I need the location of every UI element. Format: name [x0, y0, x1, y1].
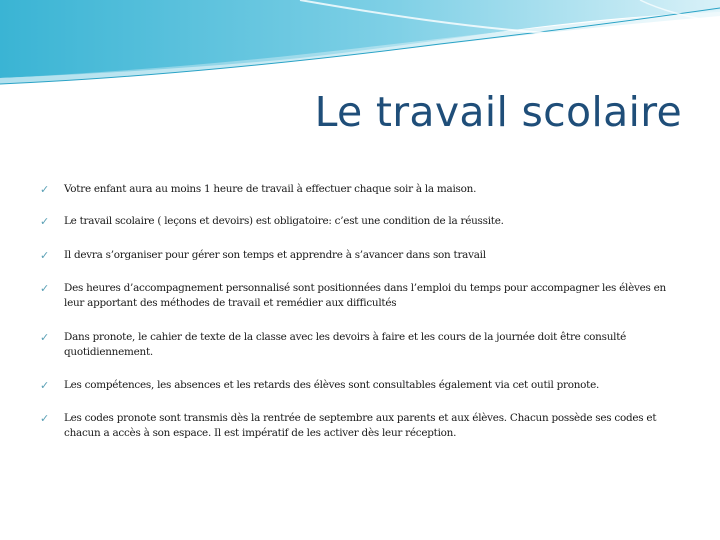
bullet-text: Des heures d’accompagnement personnalisé sont positionnées dans l’emploi du temps pour accompagner les élèves en leur apportant des méthodes de travail et remédier aux difficultés: [64, 282, 666, 309]
slide-title: Le travail scolaire: [314, 88, 682, 136]
bullet-text: Les compétences, les absences et les retards des élèves sont consultables également via cet outil pronote.: [64, 379, 600, 391]
bullet-item: [40, 182, 680, 197]
bullet-text: Les codes pronote sont transmis dès la rentrée de septembre aux parents et aux élèves. Chacun possède ses codes et chacun a accès à son espace. Il est impératif de les activer dès leur réception.: [64, 412, 657, 439]
checkmark-icon: ✓: [40, 249, 49, 262]
bullet-text: Dans pronote, le cahier de texte de la classe avec les devoirs à faire et les cours de la journée doit être consulté quotidiennement.: [64, 331, 627, 358]
bullet-item: [40, 214, 680, 229]
checkmark-icon: ✓: [40, 282, 49, 295]
wave-header-decoration: [0, 0, 720, 90]
bullet-item: [40, 281, 680, 311]
checkmark-icon: ✓: [40, 183, 49, 196]
bullet-item: [40, 411, 680, 441]
bullet-text: Le travail scolaire ( leçons et devoirs) est obligatoire: c’est une condition de la réussite.: [64, 215, 504, 227]
checkmark-icon: ✓: [40, 215, 49, 228]
checkmark-icon: ✓: [40, 331, 49, 344]
checkmark-icon: ✓: [40, 379, 49, 392]
checkmark-icon: ✓: [40, 412, 49, 425]
bullet-text: Votre enfant aura au moins 1 heure de travail à effectuer chaque soir à la maison.: [64, 183, 477, 195]
bullet-text: Il devra s’organiser pour gérer son temps et apprendre à s’avancer dans son travail: [64, 249, 486, 261]
bullet-item: [40, 378, 680, 393]
bullet-item: [40, 330, 680, 360]
bullet-list: [40, 176, 680, 441]
bullet-item: [40, 248, 680, 263]
